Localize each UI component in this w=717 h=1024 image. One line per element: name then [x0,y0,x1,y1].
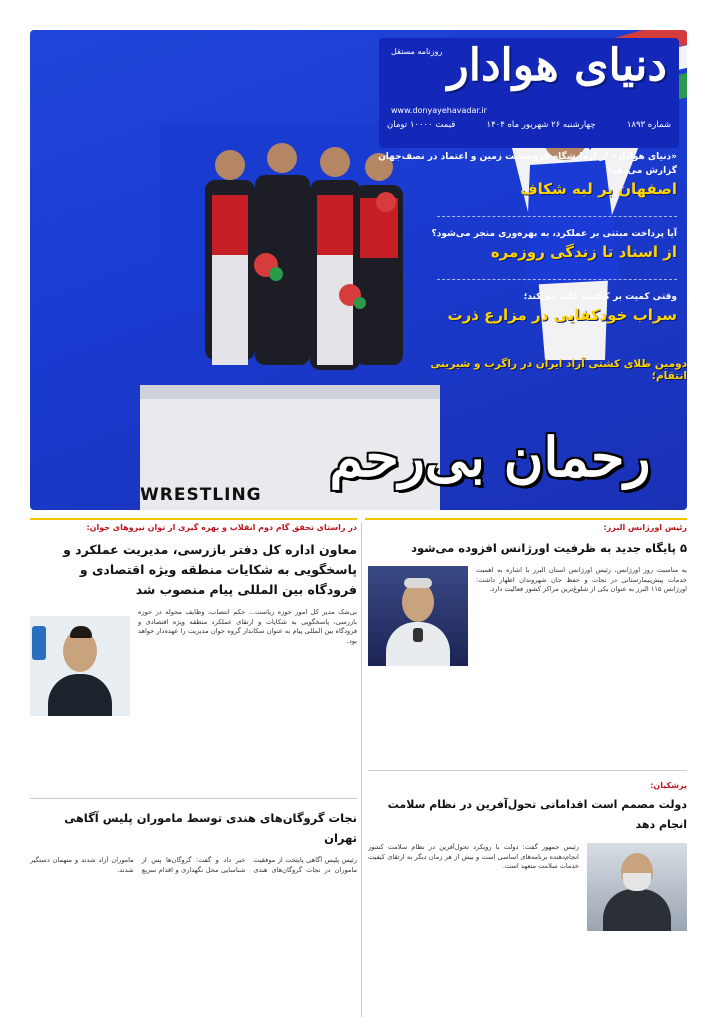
hero-headline[interactable]: رحمان بی‌رحم [329,425,651,489]
article-health-body: رئیس جمهور گفت: دولت با رویکرد تحول‌آفرین در نظام سلامت کشور انجام‌دهنده برنامه‌های اساسی است و بیش از هر زمان دیگر به ارتقای کیفیت خدمات سلامت متعهد است. [368,843,579,871]
official-photo [30,616,130,716]
podium-sign: WRESTLING [140,485,262,505]
logo: دنیای هوادار [447,40,667,91]
article-appointment-headline: معاون اداره کل دفتر بازرسی، مدیریت عملکرد و پاسخگویی به شکایات منطقه ویژه اقتصادی و فرودگاه بین المللی پیام منصوب شد [63,542,357,597]
hero-subhead: دومین طلای کشتی آزاد ایران در راگرب و شیرینی انتقام؛ [430,358,687,382]
teaser-2-kicker: آیا پرداخت مبتنی بر عملکرد، به بهره‌وری منجر می‌شود؟ [431,229,677,239]
president-photo [587,843,687,931]
hero-section [30,30,687,510]
article-emergency-headline: ۵ پایگاه جدید به ظرفیت اورژانس افزوده می‌شود [411,541,687,555]
teaser-2-title: از اسناد تا زندگی روزمره [490,243,677,261]
emergency-chief-photo [368,566,468,666]
article-appointment-body: بی‌شک مدیر کل امور حوزه ریاست... حکم انتصاب، وظایف محوله در حوزه بازرسی، پاسخگویی به شکایات و ارتقای عملکرد منطقه ویژه اقتصادی و فرودگاه بین المللی پیام به عنوان سکاندار گروه جوان مدیریت را عهده‌دار خواهد بود. [138,608,357,645]
article-appointment-rubric: در راستای تحقق گام دوم انقلاب و بهره گیری از توان نیروهای جوان: [86,523,357,532]
teaser-3-title: سراب خودکفایی در مزارع ذرت [447,306,677,324]
teaser-2[interactable] [377,227,677,263]
article-health-rubric: پزشکیان: [650,781,687,790]
teaser-3-kicker: وقتی کمیت بر کیفیت غلبه می‌کند؛ [523,292,677,302]
teaser-1[interactable] [377,150,677,200]
article-health[interactable] [368,780,687,1023]
article-emergency-rubric: رئیس اورژانس البرز: [603,523,687,532]
teaser-3[interactable] [377,290,677,326]
article-emergency-body: به مناسبت روز اورژانس، رئیس اورژانس استان البرز با اشاره به اهمیت خدمات پیش‌بیمارستانی در نجات و حفظ جان شهروندان اظهار داشت: اورژانس ۱۱۵ البرز به عنوان یکی از شلوغ‌ترین مراکز کشور فعالیت دارد. [476,566,687,594]
teaser-1-kicker: «دنیای هوادار» از آزمایشگاه فروشست زمین و اعتماد در نصف‌جهان گزارش می‌دهد! [378,152,677,176]
price: قیمت ۱۰۰۰۰ تومان [387,120,456,130]
masthead-tag: روزنامه مستقل [391,47,443,56]
issue-number: شماره ۱۸۹۳ [626,120,671,130]
issue-bar [387,120,671,136]
teasers [377,150,677,342]
article-police-headline: نجات گروگان‌های هندی توسط ماموران پلیس آگاهی تهران [64,811,357,845]
article-police-body: رئیس پلیس آگاهی پایتخت از موفقیت ماموران در نجات گروگان‌های هندی خبر داد و گفت: گروگان‌ها پس از شناسایی محل نگهداری و اقدام سریع ماموران آزاد شدند و متهمان دستگیر شدند. [30,856,357,874]
divider-right [365,518,687,520]
article-emergency[interactable] [368,522,687,776]
issue-date: چهارشنبه ۲۶ شهریور ماه ۱۴۰۴ [486,120,596,130]
column-divider [361,522,362,1017]
divider-health [368,770,687,771]
article-police[interactable] [30,808,357,1006]
teaser-1-title: اصفهان بر لبه شکاف [520,180,677,198]
article-appointment[interactable] [30,522,357,758]
masthead [379,38,679,148]
divider-police [30,798,357,799]
article-health-headline: دولت مصمم است اقداماتی تحول‌آفرین در نظام سلامت انجام دهد [387,798,687,831]
divider-left [30,518,357,520]
site-url[interactable]: www.donyayehavadar.ir [391,106,487,115]
